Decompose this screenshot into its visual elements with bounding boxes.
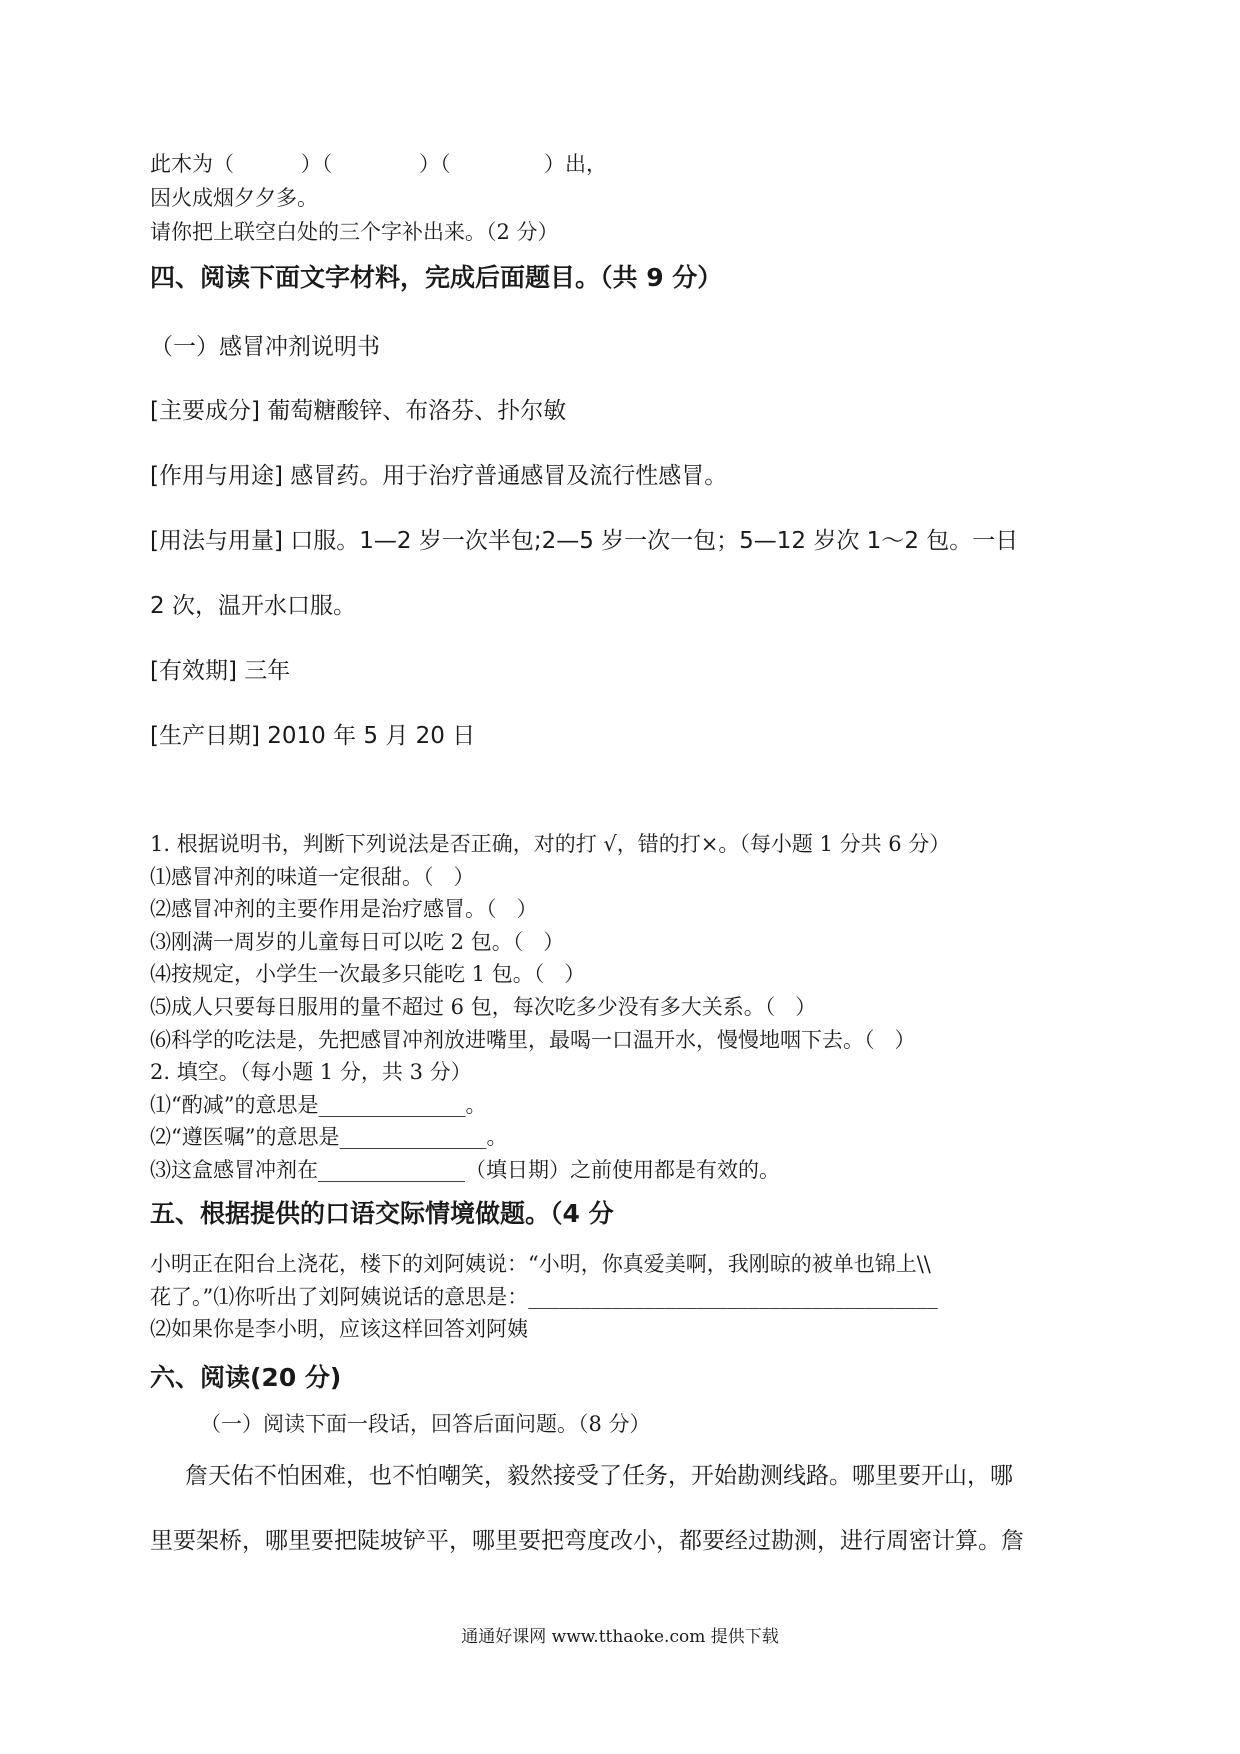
couplet-line-1: 此木为（ ）（ ）（ ）出， [150, 152, 607, 176]
section-5-line-2: 花了。”⑴你听出了刘阿姨说话的意思是：_______________________________________ [150, 1285, 938, 1309]
question-1-item: ⑹科学的吃法是，先把感冒冲剂放进嘴里，最喝一口温开水，慢慢地咽下去。（ ） [150, 1028, 916, 1052]
section-5-line-3: ⑵如果你是李小明，应该这样回答刘阿姨 [150, 1317, 528, 1341]
section-5-line-1: 小明正在阳台上浇花，楼下的刘阿姨说：“小明，你真爱美啊，我刚晾的被单也锦上\\ [150, 1252, 931, 1276]
couplet-line-2: 因火成烟夕夕多。 [150, 186, 318, 210]
question-2-title: 2. 填空。（每小题 1 分，共 3 分） [150, 1060, 472, 1084]
question-2-item: ⑵“遵医嘱”的意思是______________。 [150, 1125, 508, 1149]
leaflet-title: （一）感冒冲剂说明书 [150, 334, 380, 360]
leaflet-dosage-line-1: [用法与用量] 口服。1—2 岁一次半包;2—5 岁一次一包；5—12 岁次 1～2 包。一日 [150, 528, 1019, 554]
couplet-instruction: 请你把上联空白处的三个字补出来。（2 分） [150, 220, 559, 244]
question-2-item: ⑴“酌减”的意思是______________。 [150, 1093, 487, 1117]
leaflet-dosage-line-2: 2 次，温开水口服。 [150, 593, 356, 619]
reading-paragraph-line-1: 詹天佑不怕困难，也不怕嘲笑，毅然接受了任务，开始勘测线路。哪里要开山，哪 [185, 1463, 1013, 1489]
leaflet-validity: [有效期] 三年 [150, 658, 291, 684]
question-1-item: ⑴感冒冲剂的味道一定很甜。（ ） [150, 865, 475, 889]
section-4-heading: 四、阅读下面文字材料，完成后面题目。（共 9 分） [150, 263, 723, 292]
leaflet-ingredients: [主要成分] 葡萄糖酸锌、布洛芬、扑尔敏 [150, 398, 567, 424]
question-1-item: ⑶刚满一周岁的儿童每日可以吃 2 包。（ ） [150, 930, 565, 954]
question-1-item: ⑵感冒冲剂的主要作用是治疗感冒。（ ） [150, 897, 538, 921]
question-1-title: 1. 根据说明书，判断下列说法是否正确，对的打 √，错的打×。（每小题 1 分共 6 分） [150, 832, 951, 856]
leaflet-usage: [作用与用途] 感冒药。用于治疗普通感冒及流行性感冒。 [150, 463, 728, 489]
question-2-item: ⑶这盒感冒冲剂在______________（填日期）之前使用都是有效的。 [150, 1158, 780, 1182]
question-1-item: ⑷按规定，小学生一次最多只能吃 1 包。（ ） [150, 962, 586, 986]
section-6-heading: 六、阅读(20 分) [150, 1363, 342, 1392]
question-1-item: ⑸成人只要每日服用的量不超过 6 包，每次吃多少没有多大关系。（ ） [150, 995, 817, 1019]
section-6-subheading: （一）阅读下面一段话，回答后面问题。（8 分） [200, 1412, 651, 1436]
page-footer: 通通好课网 www.tthaoke.com 提供下载 [461, 1627, 779, 1647]
reading-paragraph-line-2: 里要架桥，哪里要把陡坡铲平，哪里要把弯度改小，都要经过勘测，进行周密计算。詹 [150, 1528, 1024, 1554]
leaflet-production-date: [生产日期] 2010 年 5 月 20 日 [150, 723, 476, 749]
section-5-heading: 五、根据提供的口语交际情境做题。（4 分 [150, 1199, 614, 1228]
